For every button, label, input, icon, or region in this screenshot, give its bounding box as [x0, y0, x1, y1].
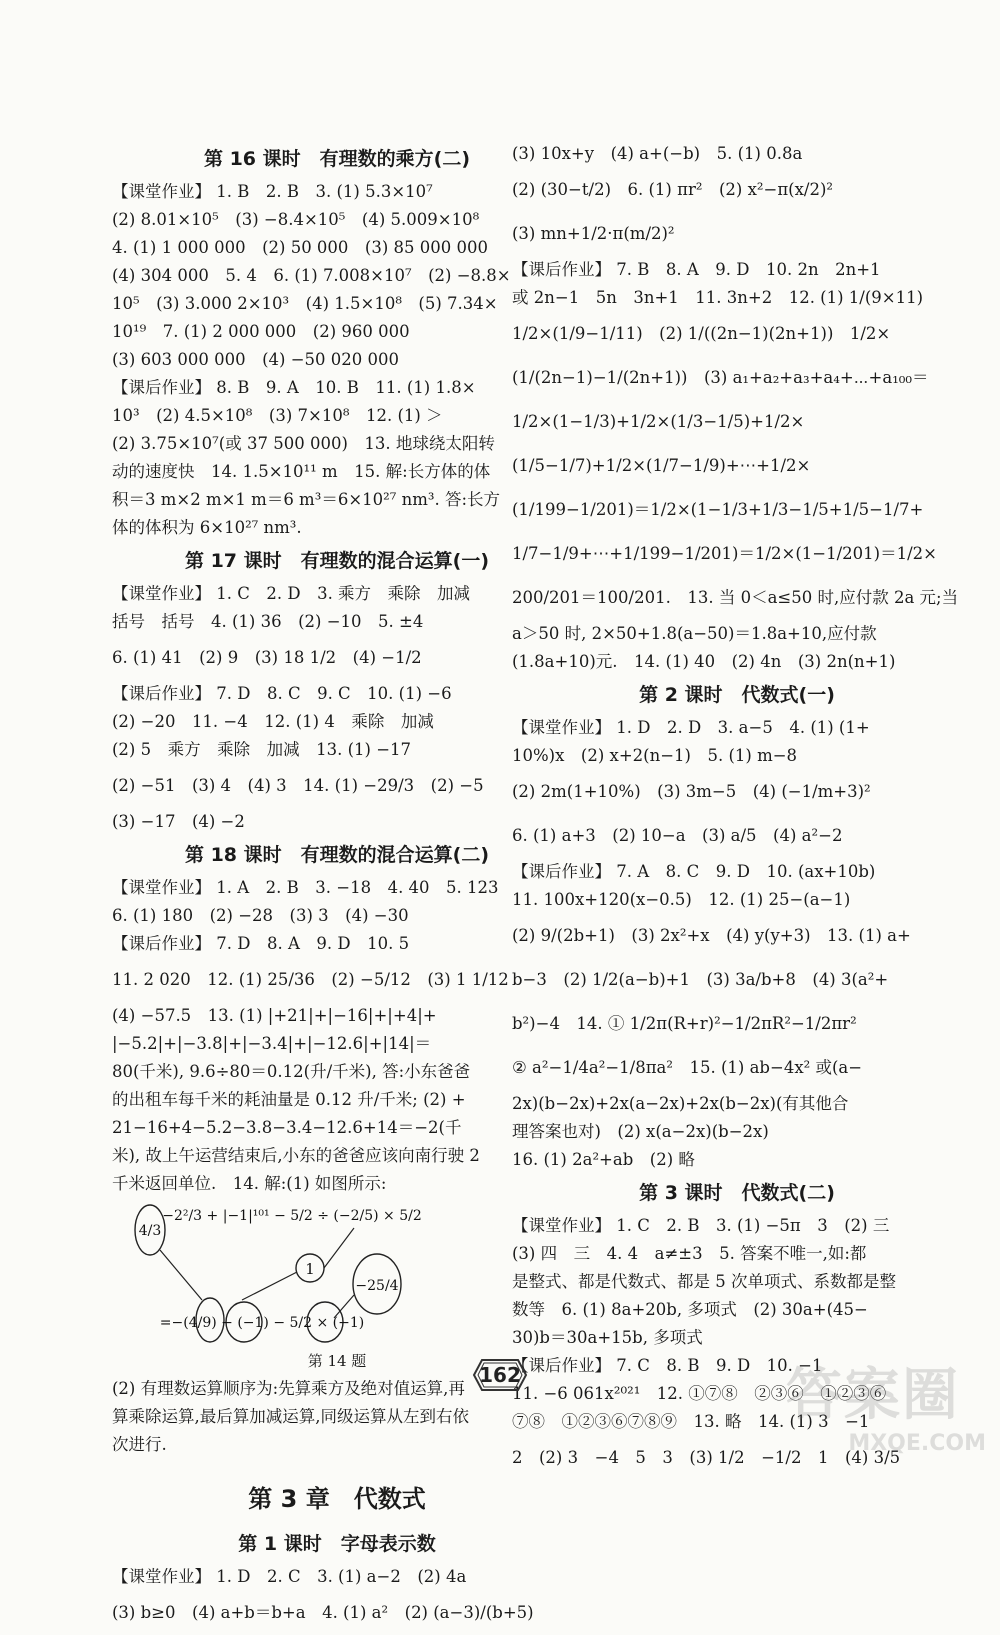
lesson-heading: 第 17 课时 有理数的混合运算(一) [184, 550, 490, 572]
answer-line: 动的速度快 14. 1.5×10¹¹ m 15. 解:长方体的体 [112, 462, 491, 481]
chapter-heading: 第 3 章 代数式 [248, 1485, 426, 1513]
bubble-label-1: 1 [305, 1260, 315, 1278]
answer-line: 【课后作业】 7. D 8. C 9. C 10. (1) −6 [112, 684, 452, 703]
answer-line: 【课堂作业】 1. A 2. B 3. −18 4. 40 5. 123 [112, 878, 499, 897]
answer-line: 是整式、都是代数式、都是 5 次单项式、系数都是整 [512, 1272, 896, 1291]
answer-line: 括号 括号 4. (1) 36 (2) −10 5. ±4 [112, 612, 424, 631]
answer-line: 80(千米), 9.6÷80＝0.12(升/千米), 答:小东爸爸 [112, 1062, 471, 1081]
answer-line: 理答案也对) (2) x(a−2x)(b−2x) [512, 1122, 769, 1141]
answer-line: (4) −57.5 13. (1) |+21|+|−16|+|+4|+ [112, 1006, 437, 1025]
watermark-logo-text: 答案圈 [786, 1363, 960, 1428]
figure-top-expression: −2²/3 + |−1|¹⁰¹ − 5/2 ÷ (−2/5) × 5/2 [162, 1208, 422, 1224]
answer-line: 1/7−1/9+⋯+1/199−1/201)＝1/2×(1−1/201)＝1/2× [512, 544, 937, 563]
answer-line: 【课堂作业】 1. C 2. D 3. 乘方 乘除 加减 [112, 584, 471, 603]
answer-line: a＞50 时, 2×50+1.8(a−50)＝1.8a+10,应付款 [512, 624, 877, 643]
answer-line: 2 (2) 3 −4 5 3 (3) 1/2 −1/2 1 (4) 3/5 [512, 1448, 901, 1467]
answer-line: 11. −6 061x²⁰²¹ 12. ①⑦⑧ ②③⑥ ①②③⑥ [512, 1384, 887, 1403]
answer-line: (2) −20 11. −4 12. (1) 4 乘除 加减 [112, 712, 434, 731]
answer-line: (2) 5 乘方 乘除 加减 13. (1) −17 [112, 740, 412, 759]
answer-line: 10³ (2) 4.5×10⁸ (3) 7×10⁸ 12. (1) ＞ [112, 406, 443, 425]
figure-bottom-expression: =−(4/9) − (−1) − 5/2 × (−1) [159, 1315, 365, 1331]
answer-line: 【课后作业】 7. A 8. C 9. D 10. (ax+10b) [512, 862, 876, 881]
right-column [512, 140, 962, 1480]
answer-line: 【课后作业】 8. B 9. A 10. B 11. (1) 1.8× [112, 378, 476, 397]
answer-line: (2) 3.75×10⁷(或 37 500 000) 13. 地球绕太阳转 [112, 434, 495, 453]
answer-line: (4) 304 000 5. 4 6. (1) 7.008×10⁷ (2) −8.8× [112, 266, 511, 285]
answer-line: (2) (30−t/2) 6. (1) πr² (2) x²−π(x/2)² [512, 180, 834, 199]
answer-line: 11. 2 020 12. (1) 25/36 (2) −5/12 (3) 1 1/12 [112, 970, 509, 989]
answer-line: ⑦⑧ ①②③⑥⑦⑧⑨ 13. 略 14. (1) 3 −1 [512, 1412, 870, 1431]
bubble-label-neg-25-4: −25/4 [355, 1278, 399, 1294]
figure-caption: 第 14 题 [307, 1352, 367, 1370]
answer-line: 21−16+4−5.2−3.8−3.4−12.6+14＝−2(千 [112, 1118, 462, 1137]
answer-line: 10%)x (2) x+2(n−1) 5. (1) m−8 [512, 746, 798, 765]
answer-line: (2) 8.01×10⁵ (3) −8.4×10⁵ (4) 5.009×10⁸ [112, 210, 480, 229]
answer-line: 30)b＝30a+15b, 多项式 [512, 1328, 703, 1347]
answer-line: 体的体积为 6×10²⁷ nm³. [112, 518, 302, 537]
page-number-badge [468, 1356, 532, 1394]
answer-line: 10¹⁹ 7. (1) 2 000 000 (2) 960 000 [112, 322, 410, 341]
answer-line: 算乘除运算,最后算加减运算,同级运算从左到右依 [112, 1407, 469, 1426]
answer-line: 4. (1) 1 000 000 (2) 50 000 (3) 85 000 000 [112, 238, 489, 257]
answer-line: 【课堂作业】 1. C 2. B 3. (1) −5π 3 (2) 三 [512, 1216, 890, 1235]
answer-line: 或 2n−1 5n 3n+1 11. 3n+2 12. (1) 1/(9×11) [512, 288, 924, 307]
answer-line: 的出租车每千米的耗油量是 0.12 升/千米; (2) + [112, 1090, 466, 1109]
watermark [786, 1351, 986, 1461]
answer-line: 次进行. [112, 1435, 167, 1454]
lesson-heading: 第 3 课时 代数式(二) [639, 1182, 835, 1204]
watermark-url: MXQE.COM [848, 1431, 986, 1456]
answer-line: (1/5−1/7)+1/2×(1/7−1/9)+⋯+1/2× [512, 456, 811, 475]
answer-line: (1/199−1/201)＝1/2×(1−1/3+1/3−1/5+1/5−1/7+ [512, 500, 924, 519]
answer-line: (3) b≥0 (4) a+b＝b+a 4. (1) a² (2) (a−3)/(b+5) [112, 1603, 534, 1622]
answer-line: 6. (1) 41 (2) 9 (3) 18 1/2 (4) −1/2 [112, 648, 422, 667]
answer-line: ② a²−1/4a²−1/8πa² 15. (1) ab−4x² 或(a− [512, 1058, 863, 1077]
page-number: 162 [479, 1363, 521, 1387]
left-column [112, 140, 562, 1635]
answer-line: 16. (1) 2a²+ab (2) 略 [512, 1150, 695, 1169]
answer-line: 10⁵ (3) 3.000 2×10³ (4) 1.5×10⁸ (5) 7.34× [112, 294, 498, 313]
answer-line: b−3 (2) 1/2(a−b)+1 (3) 3a/b+8 (4) 3(a²+ [512, 970, 889, 989]
answer-line: (1.8a+10)元. 14. (1) 40 (2) 4n (3) 2n(n+1) [512, 652, 896, 671]
answer-line: 【课后作业】 7. C 8. B 9. D 10. −1 [512, 1356, 823, 1375]
answer-line: (2) 2m(1+10%) (3) 3m−5 (4) (−1/m+3)² [512, 782, 871, 801]
answer-line: (2) 9/(2b+1) (3) 2x²+x (4) y(y+3) 13. (1) a+ [512, 926, 911, 945]
lesson-heading: 第 1 课时 字母表示数 [238, 1533, 436, 1555]
answer-line: 【课堂作业】 1. D 2. C 3. (1) a−2 (2) 4a [112, 1567, 467, 1586]
answer-line: (3) 四 三 4. 4 a≠±3 5. 答案不唯一,如:都 [512, 1244, 867, 1263]
answer-line: (3) 10x+y (4) a+(−b) 5. (1) 0.8a [512, 144, 803, 163]
answer-line: 【课后作业】 7. B 8. A 9. D 10. 2n 2n+1 [512, 260, 881, 279]
answer-line: |−5.2|+|−3.8|+|−3.4|+|−12.6|+|14|＝ [112, 1034, 432, 1053]
connector-line [324, 1228, 354, 1268]
answer-line: (2) 有理数运算顺序为:先算乘方及绝对值运算,再 [112, 1379, 465, 1398]
answer-line: 米), 故上午运营结束后,小东的爸爸应该向南行驶 2 [112, 1146, 480, 1165]
lesson-heading: 第 16 课时 有理数的乘方(二) [203, 148, 471, 170]
answer-line: 2x)(b−2x)+2x(a−2x)+2x(b−2x)(有其他合 [512, 1094, 849, 1113]
lesson-heading: 第 2 课时 代数式(一) [639, 684, 835, 706]
answer-line: 千米返回单位. 14. 解:(1) 如图所示: [112, 1174, 387, 1193]
answer-line: 积＝3 m×2 m×1 m＝6 m³＝6×10²⁷ nm³. 答:长方 [112, 490, 501, 509]
answer-line: 11. 100x+120(x−0.5) 12. (1) 25−(a−1) [512, 890, 851, 909]
answer-line: (3) mn+1/2·π(m/2)² [512, 224, 675, 243]
answer-line: (3) 603 000 000 (4) −50 020 000 [112, 350, 400, 369]
bubble-label-4-3: 4/3 [138, 1223, 162, 1239]
answer-line: 【课堂作业】 1. B 2. B 3. (1) 5.3×10⁷ [112, 182, 433, 201]
answer-line: (3) −17 (4) −2 [112, 812, 245, 831]
answer-line: (2) −51 (3) 4 (4) 3 14. (1) −29/3 (2) −5 [112, 776, 484, 795]
answer-line: 200/201＝100/201. 13. 当 0＜a≤50 时,应付款 2a 元;当 [512, 588, 959, 607]
answer-line: 【课堂作业】 1. D 2. D 3. a−5 4. (1) (1+ [512, 718, 870, 737]
answer-line: b²)−4 14. ① 1/2π(R+r)²−1/2πR²−1/2πr² [512, 1014, 857, 1033]
answer-line: 数等 6. (1) 8a+20b, 多项式 (2) 30a+(45− [512, 1300, 868, 1319]
answer-line: 6. (1) a+3 (2) 10−a (3) a/5 (4) a²−2 [512, 826, 843, 845]
lesson-heading: 第 18 课时 有理数的混合运算(二) [184, 844, 490, 866]
answer-line: 1/2×(1−1/3)+1/2×(1/3−1/5)+1/2× [512, 412, 805, 431]
answer-line: 【课后作业】 7. D 8. A 9. D 10. 5 [112, 934, 410, 953]
connector-line [160, 1250, 202, 1300]
answer-line: (1/(2n−1)−1/(2n+1)) (3) a₁+a₂+a₃+a₄+⋯+a₁₀₀＝ [512, 368, 929, 387]
answer-line: 1/2×(1/9−1/11) (2) 1/((2n−1)(2n+1)) 1/2× [512, 324, 891, 343]
figure-14-diagram [122, 1200, 422, 1350]
connector-line [242, 1272, 297, 1300]
answer-line: 6. (1) 180 (2) −28 (3) 3 (4) −30 [112, 906, 409, 925]
